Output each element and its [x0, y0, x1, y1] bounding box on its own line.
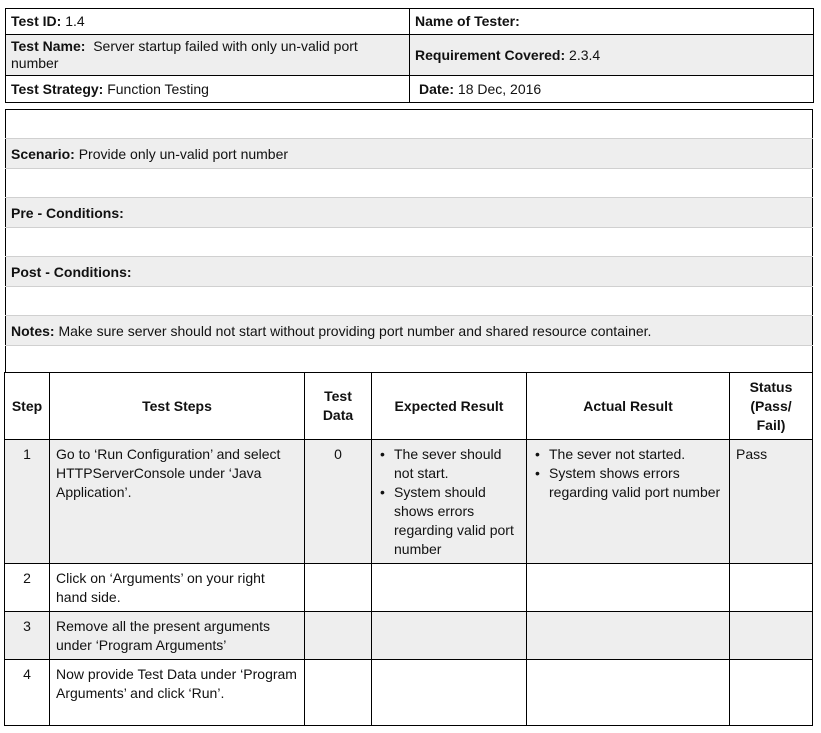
- test-name-cell: [6, 35, 410, 76]
- test-name-label: Test Name:: [11, 38, 86, 54]
- strategy-value: Function Testing: [107, 80, 209, 97]
- table-row: [5, 440, 813, 564]
- blank-row: [6, 287, 813, 316]
- pre-conditions-label: Pre - Conditions:: [11, 204, 124, 221]
- scenario-table: [5, 109, 813, 375]
- list-item: • The sever should not start.: [378, 445, 520, 483]
- status-value: [730, 564, 813, 612]
- notes-value: Make sure server should not start without providing port number and shared resource container.: [58, 322, 652, 339]
- step-number: 3: [5, 612, 50, 660]
- scenario-label: Scenario:: [11, 145, 75, 162]
- notes-label: Notes:: [11, 322, 55, 339]
- table-row: [5, 612, 813, 660]
- actual-result: [527, 564, 730, 612]
- test-name-value: Server startup failed with only un-valid port number: [11, 38, 358, 71]
- list-item: • System shows errors regarding valid port number: [533, 464, 723, 502]
- test-data-value: [305, 612, 372, 660]
- test-id-value: 1.4: [65, 13, 85, 29]
- expected-result-header: Expected Result: [372, 373, 527, 440]
- requirement-label: Requirement Covered:: [415, 46, 566, 63]
- test-data-value: 0: [305, 440, 372, 564]
- date-cell: [410, 76, 814, 103]
- expected-result: [372, 660, 527, 726]
- pre-conditions-row: [6, 198, 813, 228]
- notes-row: [6, 316, 813, 346]
- blank-row: [6, 110, 813, 139]
- actual-result-header: Actual Result: [527, 373, 730, 440]
- list-item: • The sever not started.: [533, 445, 723, 464]
- step-text: Go to ‘Run Configuration’ and select HTTPServerConsole under ‘Java Application’.: [50, 440, 305, 564]
- scenario-row: [6, 139, 813, 169]
- status-value: Pass: [730, 440, 813, 564]
- step-text: Click on ‘Arguments’ on your right hand side.: [50, 564, 305, 612]
- actual-result: [527, 660, 730, 726]
- table-row: [5, 660, 813, 726]
- requirement-cell: [410, 35, 814, 76]
- status-value: [730, 660, 813, 726]
- status-value: [730, 612, 813, 660]
- post-conditions-label: Post - Conditions:: [11, 263, 132, 280]
- expected-result: [372, 440, 527, 564]
- test-id-cell: [6, 9, 410, 35]
- actual-result: [527, 612, 730, 660]
- test-steps-header: Test Steps: [50, 373, 305, 440]
- list-item: • System should shows errors regarding valid port number: [378, 483, 520, 559]
- test-steps-table: [4, 372, 813, 726]
- strategy-label: Test Strategy:: [11, 80, 104, 97]
- test-header-table: [5, 8, 814, 103]
- actual-result: [527, 440, 730, 564]
- blank-row: [6, 228, 813, 257]
- step-text: Remove all the present arguments under ‘Program Arguments’: [50, 612, 305, 660]
- table-header-row: [5, 373, 813, 440]
- test-data-value: [305, 564, 372, 612]
- strategy-cell: [6, 76, 410, 103]
- expected-result: [372, 612, 527, 660]
- table-row: [5, 564, 813, 612]
- test-id-label: Test ID:: [11, 13, 62, 29]
- step-number: 2: [5, 564, 50, 612]
- tester-cell: [410, 9, 814, 35]
- expected-result: [372, 564, 527, 612]
- step-number: 1: [5, 440, 50, 564]
- step-header: Step: [5, 373, 50, 440]
- date-label: Date:: [419, 80, 455, 97]
- test-data-header: Test Data: [305, 373, 372, 440]
- test-data-value: [305, 660, 372, 726]
- post-conditions-row: [6, 257, 813, 287]
- requirement-value: 2.3.4: [569, 46, 601, 63]
- step-text: Now provide Test Data under ‘Program Arguments’ and click ‘Run’.: [50, 660, 305, 726]
- blank-row: [6, 346, 813, 375]
- step-number: 4: [5, 660, 50, 726]
- scenario-value: Provide only un-valid port number: [78, 145, 289, 162]
- status-header: Status (Pass/ Fail): [730, 373, 813, 440]
- tester-label: Name of Tester:: [415, 13, 520, 29]
- blank-row: [6, 169, 813, 198]
- date-value: 18 Dec, 2016: [457, 80, 542, 97]
